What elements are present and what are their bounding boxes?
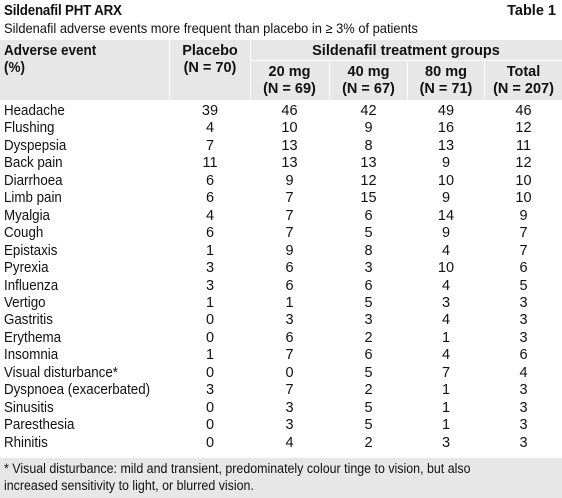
cell-mg40: 6 bbox=[364, 347, 373, 364]
cell-placebo: 1 bbox=[205, 347, 215, 364]
header-total-line1: Total bbox=[506, 64, 541, 80]
cell-mg80: 9 bbox=[441, 225, 451, 242]
table-row bbox=[0, 295, 562, 312]
row-event-name: Influenza bbox=[4, 277, 59, 294]
row-event-name: Insomnia bbox=[4, 347, 59, 364]
table-row bbox=[0, 260, 562, 277]
row-event-name: Flushing bbox=[4, 120, 55, 137]
cell-placebo: 39 bbox=[201, 103, 219, 119]
header-20mg-line2: (N = 69) bbox=[263, 81, 316, 97]
header-total-line2: (N = 207) bbox=[493, 81, 554, 97]
cell-mg40: 15 bbox=[360, 190, 377, 207]
row-event-name: Vertigo bbox=[4, 294, 46, 311]
cell-mg20: 3 bbox=[285, 417, 294, 434]
cell-total: 3 bbox=[519, 434, 528, 451]
column-divider bbox=[484, 60, 485, 457]
footnote-line2: increased sensitivity to light, or blurred vision. bbox=[4, 478, 254, 493]
cell-total: 3 bbox=[519, 399, 528, 416]
header-40mg bbox=[330, 64, 407, 98]
cell-mg20: 3 bbox=[285, 312, 294, 329]
cell-mg20: 9 bbox=[285, 242, 294, 259]
row-event-name: Epistaxis bbox=[4, 242, 58, 259]
cell-mg80: 13 bbox=[437, 137, 455, 154]
cell-total: 6 bbox=[519, 347, 528, 364]
table-row bbox=[0, 208, 562, 225]
cell-mg40: 12 bbox=[360, 172, 377, 189]
header-placebo-line1: Placebo bbox=[182, 43, 238, 59]
cell-mg20: 7 bbox=[285, 190, 294, 207]
header-adverse-event-line2: (%) bbox=[4, 60, 25, 76]
cell-placebo: 3 bbox=[205, 382, 215, 399]
cell-mg40: 6 bbox=[364, 207, 373, 224]
table-row bbox=[0, 225, 562, 242]
cell-total: 5 bbox=[519, 277, 528, 294]
cell-placebo: 0 bbox=[205, 417, 215, 434]
cell-mg20: 13 bbox=[281, 137, 298, 154]
cell-placebo: 0 bbox=[205, 329, 215, 346]
table-row bbox=[0, 155, 562, 172]
cell-placebo: 7 bbox=[205, 137, 215, 154]
row-event-name: Diarrhoea bbox=[4, 172, 63, 189]
cell-mg80: 14 bbox=[437, 207, 455, 224]
header-total bbox=[485, 64, 562, 98]
cell-total: 46 bbox=[515, 103, 532, 119]
table-row bbox=[0, 417, 562, 434]
cell-mg20: 6 bbox=[285, 329, 294, 346]
cell-total: 4 bbox=[519, 364, 528, 381]
cell-mg80: 10 bbox=[437, 260, 455, 277]
cell-placebo: 6 bbox=[205, 225, 215, 242]
row-event-name: Sinusitis bbox=[4, 399, 54, 416]
cell-mg20: 1 bbox=[285, 294, 294, 311]
cell-mg80: 7 bbox=[441, 364, 451, 381]
table-subtitle: Sildenafil adverse events more frequent than placebo in ≥ 3% of patients bbox=[4, 20, 418, 36]
cell-mg20: 3 bbox=[285, 399, 294, 416]
cell-total: 9 bbox=[519, 207, 528, 224]
cell-placebo: 6 bbox=[205, 190, 215, 207]
header-20mg bbox=[250, 64, 329, 98]
cell-placebo: 0 bbox=[205, 434, 215, 451]
cell-mg80: 10 bbox=[437, 172, 455, 189]
cell-mg40: 5 bbox=[364, 417, 373, 434]
table-row bbox=[0, 330, 562, 347]
table-row bbox=[0, 365, 562, 382]
cell-placebo: 0 bbox=[205, 312, 215, 329]
cell-total: 3 bbox=[519, 294, 528, 311]
cell-total: 12 bbox=[515, 155, 532, 172]
table-row bbox=[0, 382, 562, 399]
cell-mg80: 4 bbox=[441, 312, 451, 329]
column-divider bbox=[407, 60, 408, 457]
header-placebo bbox=[170, 43, 250, 77]
header-20mg-line1: 20 mg bbox=[268, 64, 311, 80]
table-row bbox=[0, 190, 562, 207]
cell-mg40: 5 bbox=[364, 399, 373, 416]
cell-mg40: 5 bbox=[364, 225, 373, 242]
cell-mg80: 3 bbox=[441, 434, 451, 451]
cell-mg20: 6 bbox=[285, 277, 294, 294]
cell-mg80: 16 bbox=[437, 120, 455, 137]
cell-mg40: 13 bbox=[360, 155, 377, 172]
row-event-name: Limb pain bbox=[4, 190, 62, 207]
header-40mg-line2: (N = 67) bbox=[342, 81, 395, 97]
cell-mg80: 9 bbox=[441, 155, 451, 172]
cell-total: 3 bbox=[519, 417, 528, 434]
row-event-name: Back pain bbox=[4, 155, 63, 172]
header-sildenafil-groups: Sildenafil treatment groups bbox=[312, 43, 500, 59]
table-row bbox=[0, 120, 562, 137]
cell-mg80: 4 bbox=[441, 242, 451, 259]
table-number: Table 1 bbox=[507, 3, 556, 19]
header-80mg-line2: (N = 71) bbox=[419, 81, 473, 97]
cell-mg40: 2 bbox=[364, 382, 373, 399]
cell-mg40: 5 bbox=[364, 294, 373, 311]
cell-mg40: 3 bbox=[364, 260, 373, 277]
table-row bbox=[0, 435, 562, 452]
cell-total: 12 bbox=[515, 120, 532, 137]
cell-mg80: 1 bbox=[441, 417, 451, 434]
cell-total: 11 bbox=[515, 137, 532, 154]
cell-mg20: 13 bbox=[281, 155, 298, 172]
cell-placebo: 11 bbox=[202, 155, 218, 172]
cell-mg20: 7 bbox=[285, 207, 294, 224]
cell-mg40: 5 bbox=[364, 364, 373, 381]
header-placebo-line2: (N = 70) bbox=[183, 60, 237, 76]
column-divider bbox=[250, 40, 251, 457]
cell-placebo: 1 bbox=[205, 294, 215, 311]
cell-mg80: 3 bbox=[441, 294, 451, 311]
cell-mg40: 9 bbox=[364, 120, 373, 137]
column-divider bbox=[329, 60, 330, 457]
cell-mg80: 4 bbox=[441, 347, 451, 364]
footnote-line1: * Visual disturbance: mild and transient, predominately colour tinge to vision, but also bbox=[4, 461, 471, 476]
cell-mg80: 1 bbox=[441, 382, 451, 399]
table-row bbox=[0, 312, 562, 329]
cell-total: 7 bbox=[519, 242, 528, 259]
row-event-name: Paresthesia bbox=[4, 417, 75, 434]
cell-placebo: 6 bbox=[205, 172, 215, 189]
cell-mg40: 2 bbox=[364, 434, 373, 451]
header-adverse-event bbox=[4, 43, 96, 77]
header-adverse-event-line1: Adverse event bbox=[4, 43, 97, 59]
table-row bbox=[0, 278, 562, 295]
cell-placebo: 0 bbox=[205, 364, 215, 381]
cell-mg80: 1 bbox=[441, 399, 451, 416]
cell-mg20: 0 bbox=[285, 364, 294, 381]
cell-mg40: 8 bbox=[364, 137, 373, 154]
row-event-name: Dyspepsia bbox=[4, 137, 67, 154]
cell-mg40: 8 bbox=[364, 242, 373, 259]
cell-mg20: 4 bbox=[285, 434, 294, 451]
cell-mg40: 2 bbox=[364, 329, 373, 346]
cell-mg80: 1 bbox=[441, 329, 451, 346]
table-title: Sildenafil PHT ARX bbox=[4, 3, 122, 19]
cell-mg80: 9 bbox=[441, 190, 451, 207]
cell-placebo: 4 bbox=[205, 207, 215, 224]
cell-mg20: 46 bbox=[281, 103, 298, 119]
cell-placebo: 1 bbox=[205, 242, 215, 259]
row-event-name: Cough bbox=[4, 225, 44, 242]
cell-mg20: 7 bbox=[285, 347, 294, 364]
table-row bbox=[0, 103, 562, 120]
cell-mg80: 49 bbox=[437, 103, 455, 119]
table-row bbox=[0, 400, 562, 417]
table-row bbox=[0, 173, 562, 190]
cell-mg40: 3 bbox=[364, 312, 373, 329]
header-80mg-line1: 80 mg bbox=[425, 64, 467, 80]
cell-placebo: 3 bbox=[205, 277, 215, 294]
cell-total: 3 bbox=[519, 329, 528, 346]
row-event-name: Dyspnoea (exacerbated) bbox=[4, 382, 151, 399]
cell-mg80: 4 bbox=[441, 277, 451, 294]
cell-total: 3 bbox=[519, 312, 528, 329]
row-event-name: Pyrexia bbox=[4, 260, 49, 277]
cell-mg20: 7 bbox=[285, 382, 294, 399]
title-band bbox=[0, 0, 562, 40]
row-event-name: Myalgia bbox=[4, 207, 50, 224]
row-event-name: Rhinitis bbox=[4, 434, 48, 451]
cell-mg20: 9 bbox=[285, 172, 294, 189]
cell-total: 10 bbox=[515, 172, 532, 189]
group-header-divider bbox=[250, 60, 562, 61]
column-divider bbox=[169, 40, 170, 457]
row-event-name: Erythema bbox=[4, 329, 62, 346]
header-40mg-line1: 40 mg bbox=[347, 64, 390, 80]
cell-placebo: 0 bbox=[205, 399, 215, 416]
cell-mg40: 42 bbox=[360, 103, 377, 119]
cell-placebo: 3 bbox=[205, 260, 215, 277]
cell-total: 7 bbox=[519, 225, 528, 242]
cell-total: 6 bbox=[519, 260, 528, 277]
cell-mg40: 6 bbox=[364, 277, 373, 294]
cell-mg20: 10 bbox=[281, 120, 298, 137]
row-event-name: Gastritis bbox=[4, 312, 53, 329]
cell-total: 10 bbox=[515, 190, 532, 207]
row-event-name: Visual disturbance* bbox=[4, 364, 118, 381]
cell-mg20: 6 bbox=[285, 260, 294, 277]
table-row bbox=[0, 138, 562, 155]
header-80mg bbox=[408, 64, 484, 98]
cell-total: 3 bbox=[519, 382, 528, 399]
cell-mg20: 7 bbox=[285, 225, 294, 242]
cell-placebo: 4 bbox=[205, 120, 215, 137]
table-row bbox=[0, 347, 562, 364]
table-row bbox=[0, 243, 562, 260]
footnote bbox=[4, 460, 533, 494]
row-event-name: Headache bbox=[4, 103, 65, 119]
